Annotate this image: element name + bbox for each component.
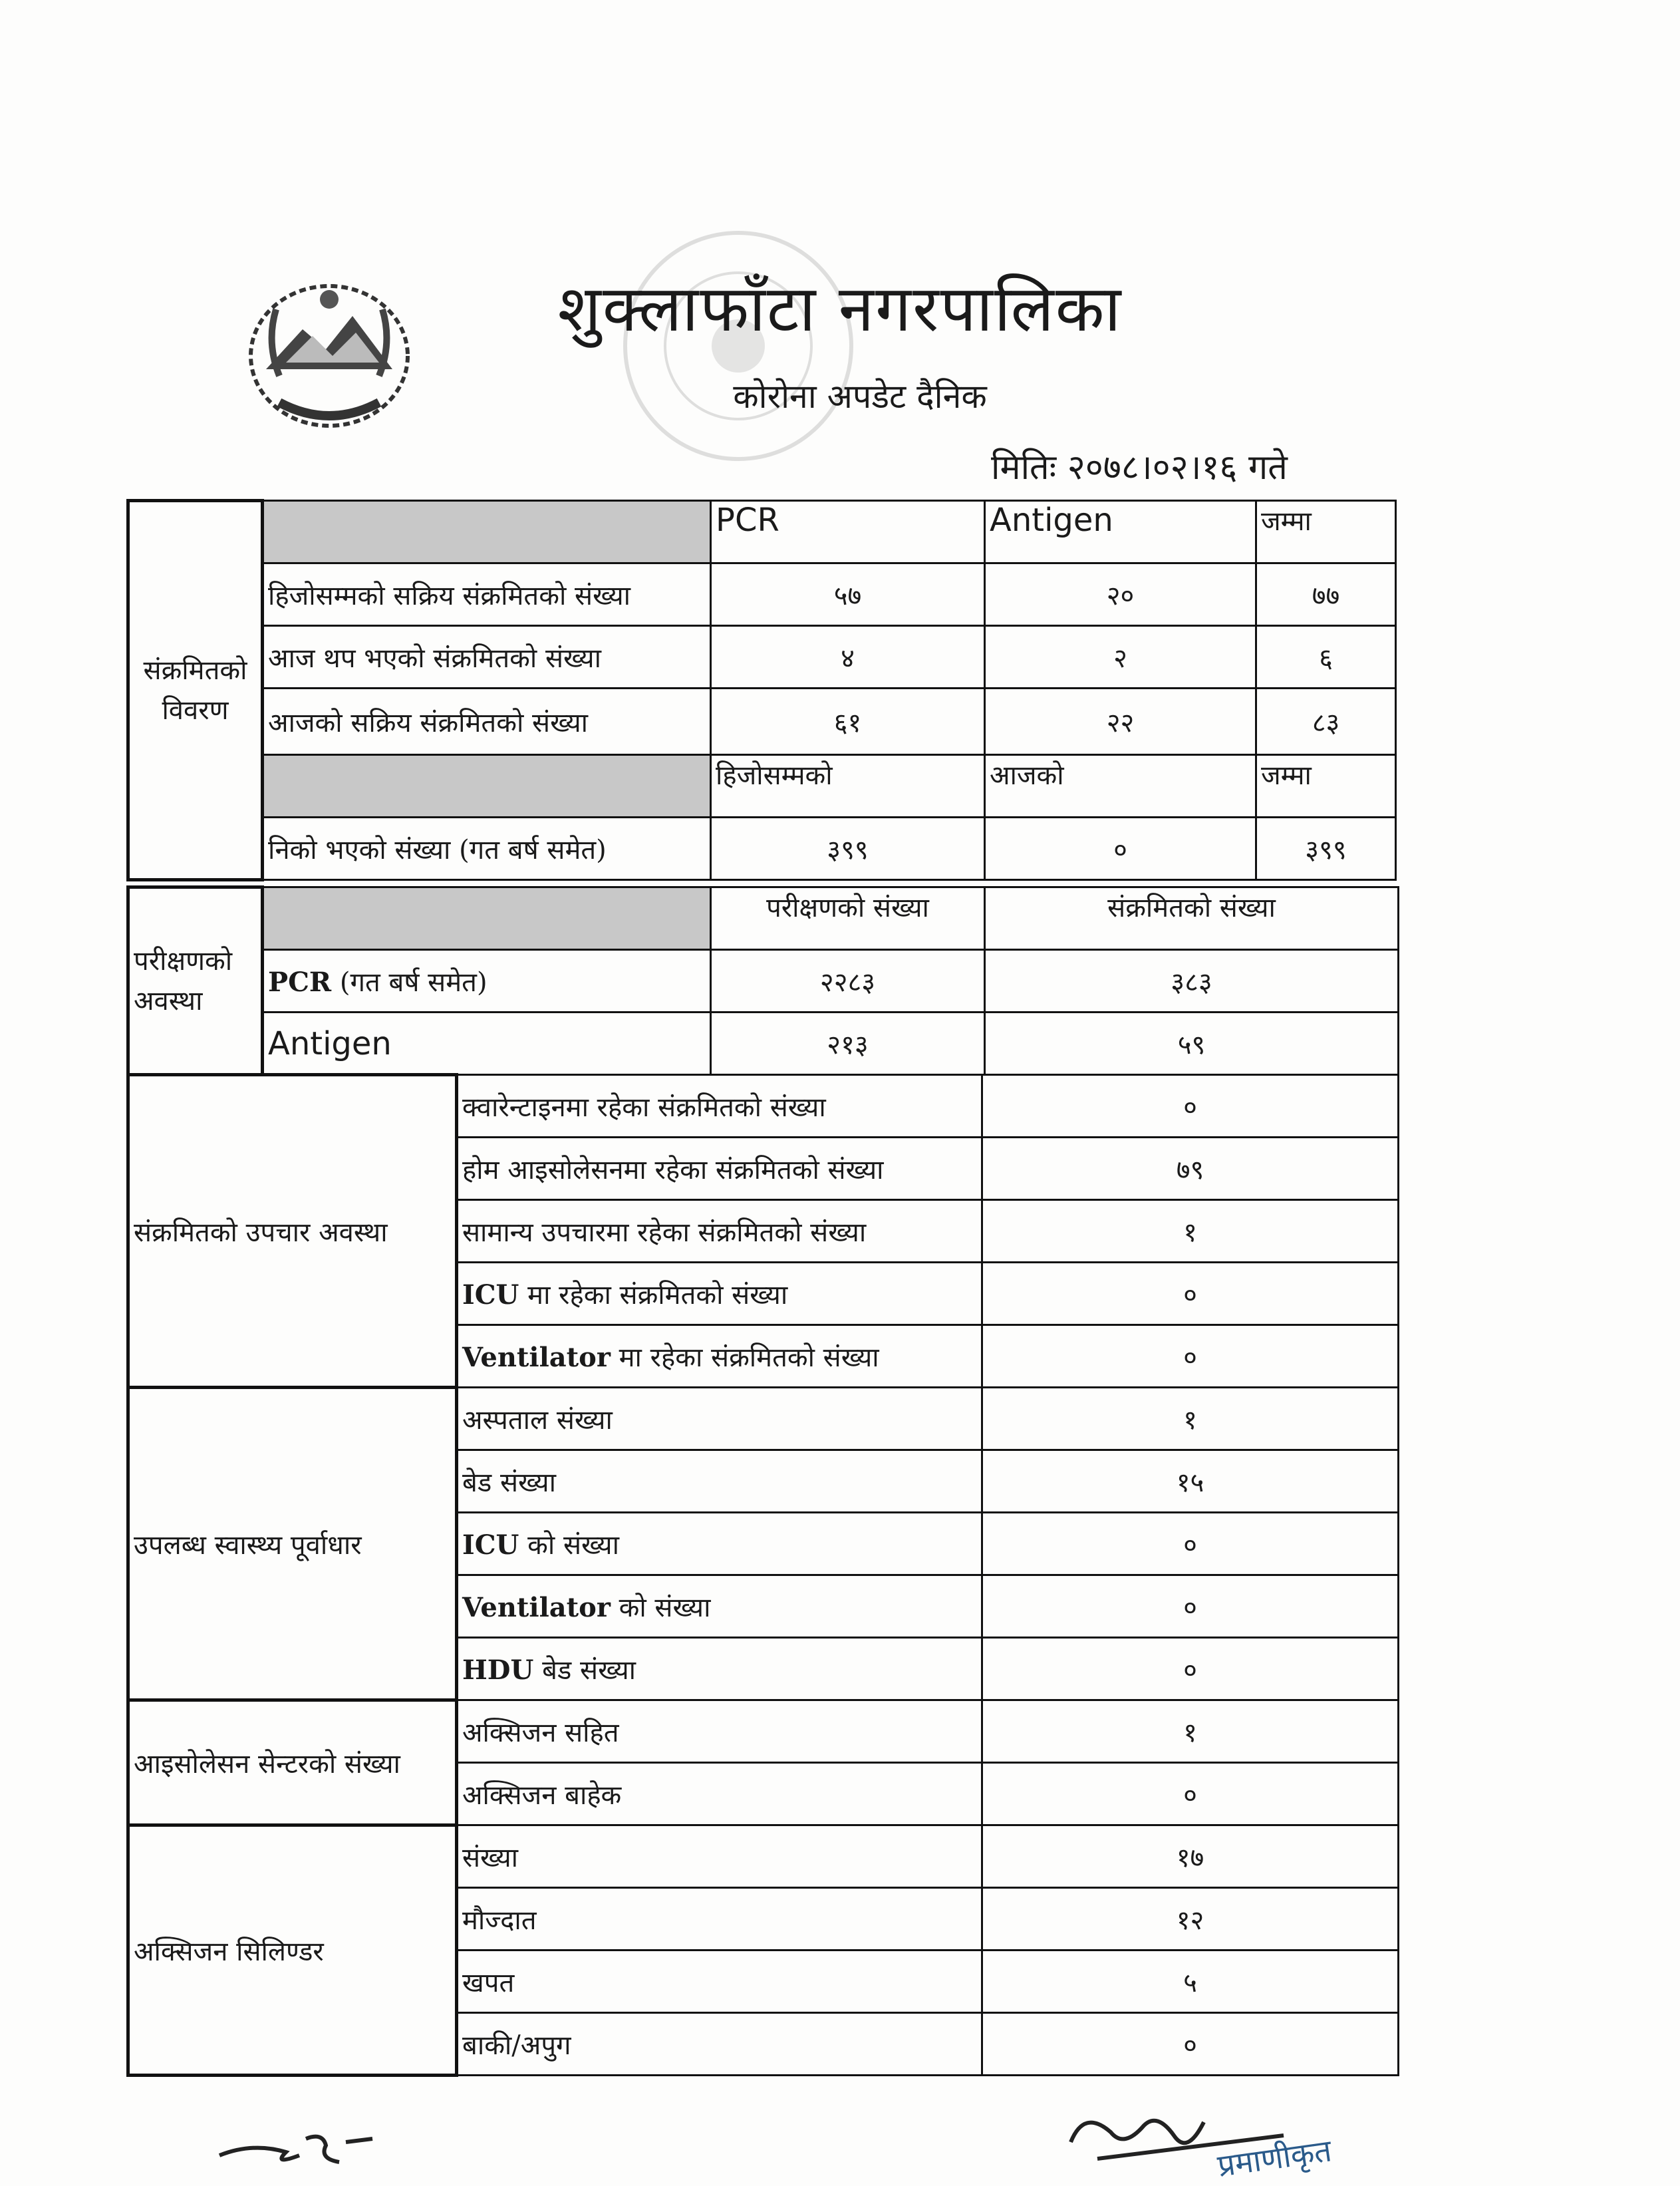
- infected-table: [126, 499, 1397, 881]
- certified-stamp: प्रमाणीकृत: [1215, 2132, 1334, 2184]
- row-label: HDU बेड संख्या: [457, 1638, 982, 1700]
- row-label: ICU मा रहेका संक्रमितको संख्या: [457, 1263, 982, 1325]
- cell-antigen: २२: [985, 689, 1256, 755]
- cell-pcr: ४: [711, 626, 985, 689]
- cell-value: ०: [982, 1638, 1399, 1700]
- cell-pcr: ६१: [711, 689, 985, 755]
- cell-value: ०: [982, 1325, 1399, 1388]
- status-table: [126, 1073, 1399, 2077]
- cell-infected: ५९: [985, 1013, 1399, 1075]
- cell-value: १: [982, 1700, 1399, 1763]
- row-label: बेड संख्या: [457, 1450, 982, 1513]
- section-label-oxygen: अक्सिजन सिलिण्डर: [128, 1825, 457, 2076]
- row-label: Antigen: [263, 1013, 711, 1075]
- row-label: अस्पताल संख्या: [457, 1388, 982, 1450]
- cell-antigen: २०: [985, 563, 1256, 626]
- cell-value: १: [982, 1388, 1399, 1450]
- cell-infected: ३८३: [985, 950, 1399, 1013]
- report-date: मितिः २०७८।०२।१६ गते: [991, 448, 1288, 488]
- row-label: Ventilator को संख्या: [457, 1575, 982, 1638]
- cell-value: १७: [982, 1825, 1399, 1888]
- col-tests: परीक्षणको संख्या: [711, 887, 985, 950]
- row-label: PCR (गत बर्ष समेत): [263, 950, 711, 1013]
- header-blank: [263, 887, 711, 950]
- row-label: अक्सिजन सहित: [457, 1700, 982, 1763]
- oxygen-section: [128, 1825, 1399, 2076]
- row-label: हिजोसम्मको सक्रिय संक्रमितको संख्या: [263, 563, 711, 626]
- row-label: बाकी/अपुग: [457, 2013, 982, 2076]
- col-today: आजको: [985, 755, 1256, 818]
- page-title: शुक्लाफाँटा नगरपालिका: [557, 271, 1123, 346]
- row-label: होम आइसोलेसनमा रहेका संक्रमितको संख्या: [457, 1138, 982, 1200]
- row-label: मौज्दात: [457, 1888, 982, 1951]
- cell-tests: २१३: [711, 1013, 985, 1075]
- cell-value: ०: [982, 1075, 1399, 1138]
- row-label: सामान्य उपचारमा रहेका संक्रमितको संख्या: [457, 1200, 982, 1263]
- row-label: खपत: [457, 1951, 982, 2013]
- cell-value: ०: [982, 2013, 1399, 2076]
- cell-value: ०: [982, 1763, 1399, 1825]
- cell-value: १५: [982, 1450, 1399, 1513]
- col-yesterday: हिजोसम्मको: [711, 755, 985, 818]
- cell-yesterday: ३९९: [711, 818, 985, 880]
- cell-total: ६: [1256, 626, 1396, 689]
- cell-total: ३९९: [1256, 818, 1396, 880]
- cell-today: ०: [985, 818, 1256, 880]
- row-label: Ventilator मा रहेका संक्रमितको संख्या: [457, 1325, 982, 1388]
- col-total: जम्मा: [1256, 501, 1396, 563]
- row-label: अक्सिजन बाहेक: [457, 1763, 982, 1825]
- section-label-infected: संक्रमितको विवरण: [128, 501, 263, 880]
- cell-value: ०: [982, 1575, 1399, 1638]
- isolation-section: [128, 1700, 1399, 1825]
- header-blank: [263, 755, 711, 818]
- cell-value: ०: [982, 1263, 1399, 1325]
- infrastructure-section: [128, 1388, 1399, 1700]
- left-signature: [213, 2115, 386, 2175]
- row-label: क्वारेन्टाइनमा रहेका संक्रमितको संख्या: [457, 1075, 982, 1138]
- cell-antigen: २: [985, 626, 1256, 689]
- cell-value: ५: [982, 1951, 1399, 2013]
- col-total: जम्मा: [1256, 755, 1396, 818]
- testing-table: [126, 885, 1399, 1076]
- col-antigen: Antigen: [985, 501, 1256, 563]
- row-label: निको भएको संख्या (गत बर्ष समेत): [263, 818, 711, 880]
- row-label: संख्या: [457, 1825, 982, 1888]
- page-subtitle: कोरोना अपडेट दैनिक: [733, 377, 987, 416]
- section-label-treatment: संक्रमितको उपचार अवस्था: [128, 1075, 457, 1388]
- section-label-isolation: आइसोलेसन सेन्टरको संख्या: [128, 1700, 457, 1825]
- col-pcr: PCR: [711, 501, 985, 563]
- cell-total: ७७: [1256, 563, 1396, 626]
- cell-value: १२: [982, 1888, 1399, 1951]
- section-label-infrastructure: उपलब्ध स्वास्थ्य पूर्वाधार: [128, 1388, 457, 1700]
- treatment-section: [128, 1075, 1399, 1388]
- cell-value: १: [982, 1200, 1399, 1263]
- row-label: आज थप भएको संक्रमितको संख्या: [263, 626, 711, 689]
- row-label: ICU को संख्या: [457, 1513, 982, 1575]
- col-infected: संक्रमितको संख्या: [985, 887, 1399, 950]
- section-label-testing: परीक्षणको अवस्था: [128, 887, 263, 1075]
- cell-pcr: ५७: [711, 563, 985, 626]
- header-blank: [263, 501, 711, 563]
- cell-value: ०: [982, 1513, 1399, 1575]
- cell-value: ७९: [982, 1138, 1399, 1200]
- cell-total: ८३: [1256, 689, 1396, 755]
- row-label: आजको सक्रिय संक्रमितको संख्या: [263, 689, 711, 755]
- cell-tests: २२८३: [711, 950, 985, 1013]
